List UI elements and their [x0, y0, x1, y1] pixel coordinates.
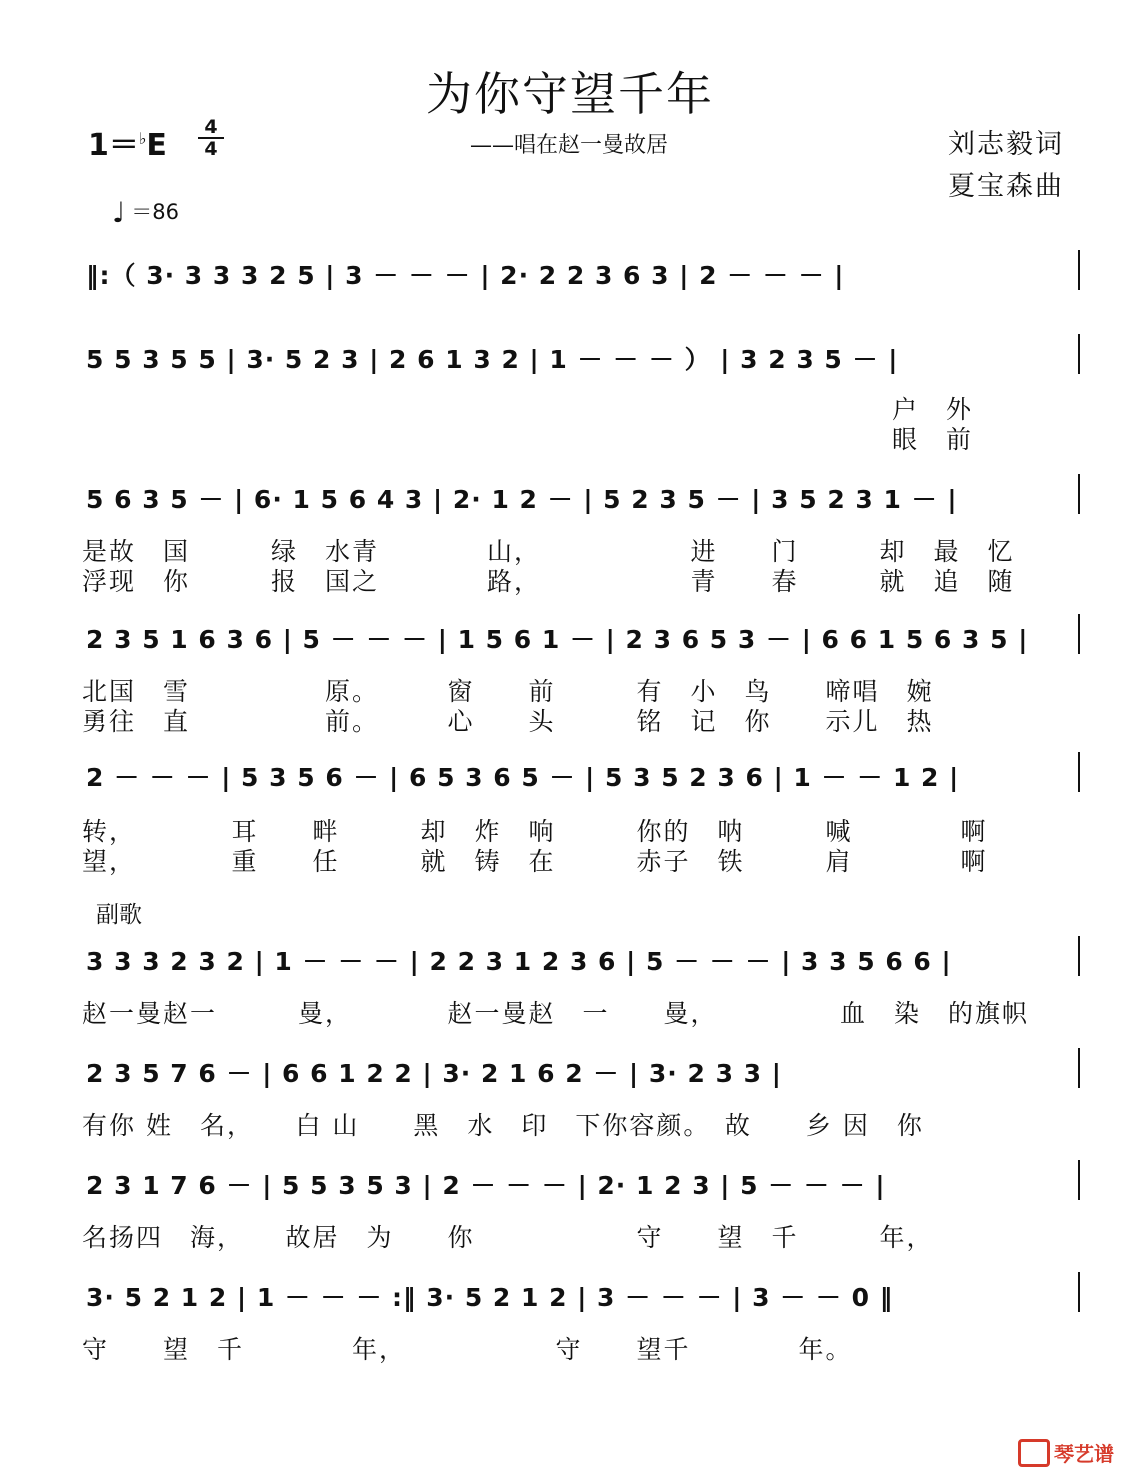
notation-line: ‖:（ 3· 3 3 3 2 5 | 3 － － － | 2· 2 2 3 6 3 | 2 － － － |	[86, 261, 845, 290]
lyricist-credit: 刘志毅词	[948, 129, 1064, 160]
notation-line: 5 5 3 5 5 | 3· 5 2 3 | 2 6 1 3 2 | 1 － － － ） | 3 2 3 5 － |	[86, 345, 899, 374]
notation-line: 2 3 5 7 6 － | 6 6 1 2 2 | 3· 2 1 6 2 － | 3· 2 3 3 |	[86, 1059, 782, 1088]
barline	[1078, 1272, 1080, 1312]
meter-bottom: 4	[204, 138, 218, 160]
notation-line: 2 3 1 7 6 － | 5 5 3 5 3 | 2 － － － | 2· 1 2 3 | 5 － － － |	[86, 1171, 886, 1200]
watermark	[1018, 1438, 1114, 1467]
barline	[1078, 334, 1080, 374]
notation-line: 5 6 3 5 － | 6· 1 5 6 4 3 | 2· 1 2 － | 5 2 3 5 － | 3 5 2 3 1 － |	[86, 485, 958, 514]
key-prefix: 1＝	[88, 128, 139, 163]
time-signature	[198, 118, 224, 158]
lyric-line: 浮现 你 报 国之 路， 青 春 就 追 随	[82, 567, 1015, 596]
tempo-value: ＝86	[131, 200, 179, 224]
composer-credit: 夏宝森曲	[948, 171, 1064, 202]
lyric-line: 名扬四 海， 故居 为 你 守 望 千 年，	[82, 1223, 934, 1252]
barline	[1078, 250, 1080, 290]
flat-sign: ♭	[138, 129, 147, 148]
tempo-marking	[112, 196, 179, 229]
quarter-note-icon: ♩	[112, 196, 126, 229]
watermark-logo-icon	[1018, 1439, 1050, 1467]
song-title: 为你守望千年	[426, 67, 714, 121]
notation-line: 2 3 5 1 6 3 6 | 5 － － － | 1 5 6 1 － | 2 3 6 5 3 － | 6 6 1 5 6 3 5 |	[86, 625, 1029, 654]
section-label: 副歌	[96, 902, 142, 928]
barline	[1078, 474, 1080, 514]
lyric-line: 守 望 千 年， 守 望千 年。	[82, 1335, 853, 1364]
barline	[1078, 936, 1080, 976]
notation-line: 3 3 3 2 3 2 | 1 － － － | 2 2 3 1 2 3 6 | 5 － － － | 3 3 5 6 6 |	[86, 947, 952, 976]
lyric-line: 勇往 直 前。 心 头 铭 记 你 示儿 热	[82, 707, 934, 736]
key-note: E	[146, 128, 167, 163]
notation-line: 3· 5 2 1 2 | 1 － － － :‖ 3· 5 2 1 2 | 3 － － － | 3 － － 0 ‖	[86, 1283, 894, 1312]
watermark-text: 琴艺谱	[1054, 1442, 1114, 1466]
barline	[1078, 1160, 1080, 1200]
lyric-line: 北国 雪 原。 窗 前 有 小 鸟 啼唱 婉	[82, 677, 934, 706]
lyric-line: 是故 国 绿 水青 山， 进 门 却 最 忆	[82, 537, 1015, 566]
lyric-line: 有你 姓 名， 白 山 黑 水 印 下你容颜。 故 乡 因 你	[82, 1111, 924, 1140]
barline	[1078, 614, 1080, 654]
subtitle: ——唱在赵一曼故居	[470, 133, 669, 158]
barline	[1078, 752, 1080, 792]
barline	[1078, 1048, 1080, 1088]
notation-line: 2 － － － | 5 3 5 6 － | 6 5 3 6 5 － | 5 3 5 2 3 6 | 1 － － 1 2 |	[86, 763, 960, 792]
lyric-line: 户 外	[892, 395, 974, 424]
lyric-line: 眼 前	[892, 425, 974, 454]
key-signature	[88, 120, 167, 164]
lyric-line: 望， 重 任 就 铸 在 赤子 铁 肩 啊	[82, 847, 988, 876]
meter-top: 4	[204, 116, 218, 138]
lyric-line: 赵一曼赵一 曼， 赵一曼赵 一 曼， 血 染 的旗帜	[82, 999, 1030, 1028]
lyric-line: 转， 耳 畔 却 炸 响 你的 呐 喊 啊	[82, 817, 988, 846]
